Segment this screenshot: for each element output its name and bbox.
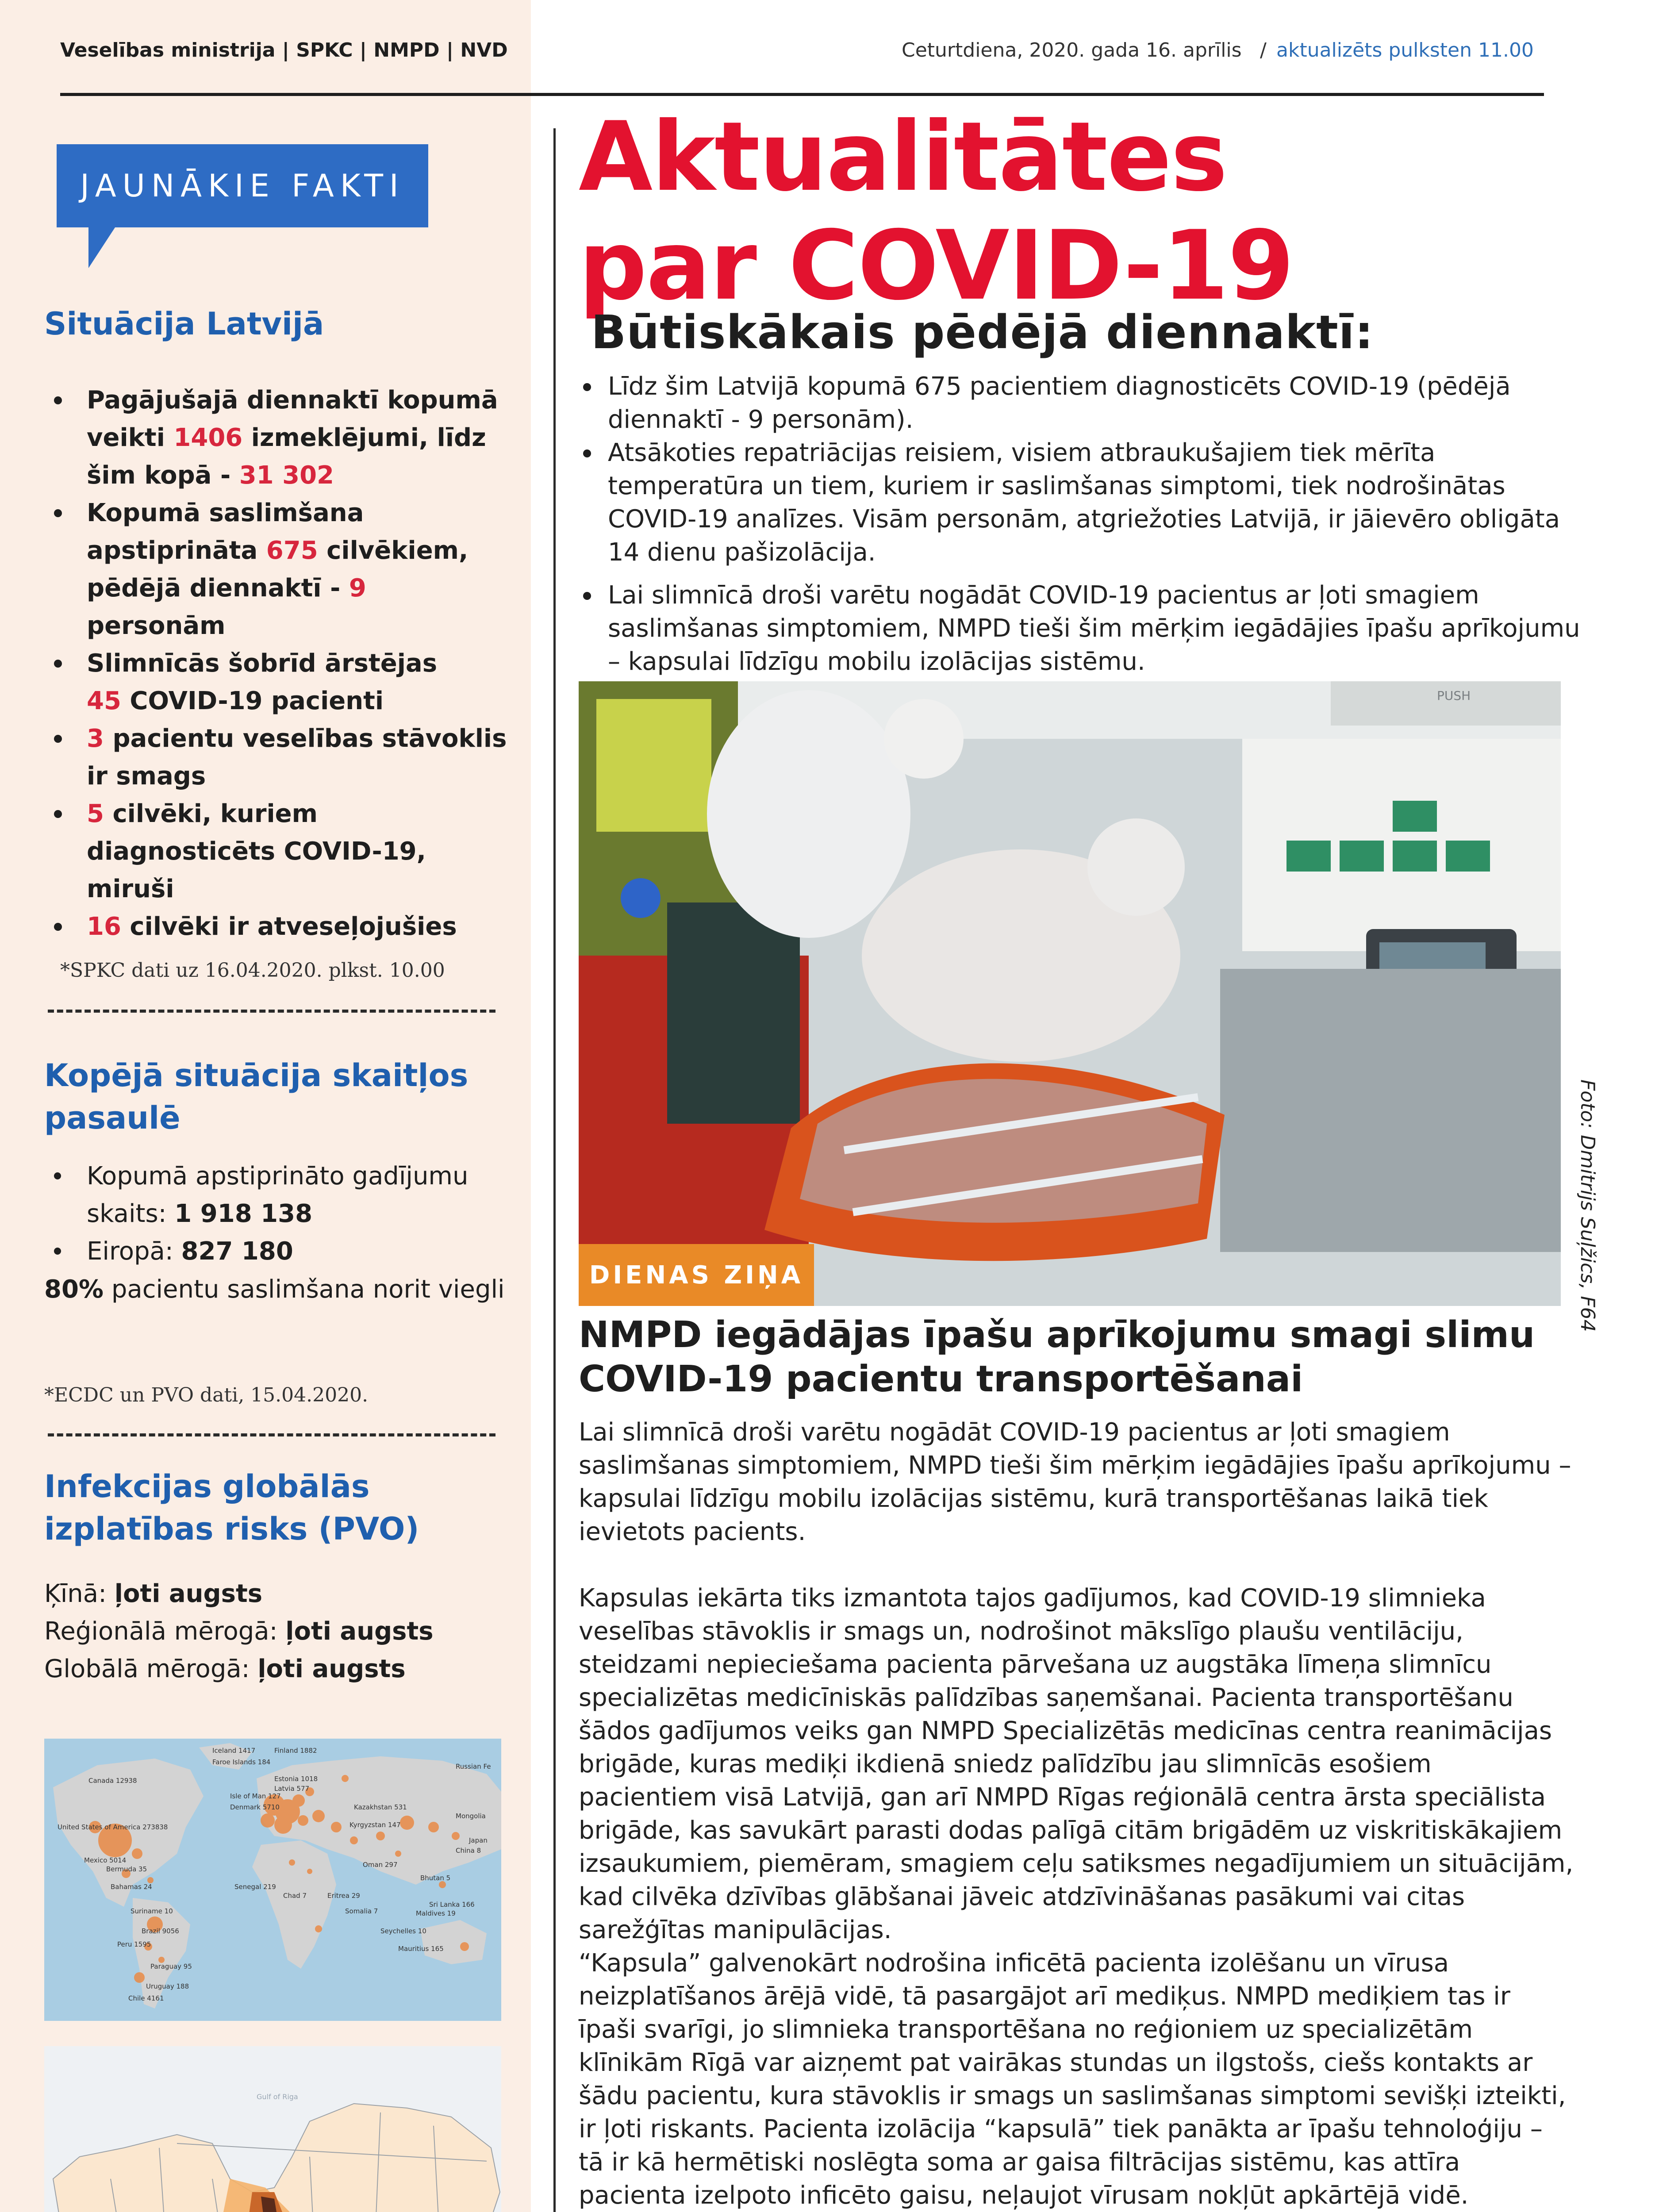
world-heading: Kopējā situācija skaitļos pasaulē [44, 1057, 469, 1136]
list-item: 3 pacientu veselības stāvoklis ir smags [44, 720, 509, 795]
svg-text:Senegal 219: Senegal 219 [234, 1883, 276, 1891]
ecdc-source-note: *ECDC un PVO dati, 15.04.2020. [44, 1384, 369, 1406]
svg-text:Eritrea 29: Eritrea 29 [327, 1892, 360, 1900]
article-paragraph: Kapsulas iekārta tiks izmantota tajos gadījumos, kad COVID-19 slimnieka veselības stāvoklis ir smags un, nodrošinot mākslīgo plaušu ventilāciju, steidzami nepieciešama pacienta pārvešana uz augstāka līmeņa slimnīcu specializētas medicīniskās palīdzības saņemšanai. Pacienta transportēšanu šādos gadījumos veiks gan NMPD Specializētās medicīnas centra reanimācijas brigāde, kuras mediķi ikdienā sniedz palīdzību jau slimnīcās esošiem pacientiem visā Latvijā, gan arī NMPD Rīgas reģionālā centra ārsta speciālista brigāde, kas savukārt parasti dodas palīgā citām brigādēm uz viskritiskākajiem izsaukumiem, piemēram, smagiem ceļu satiksmes negadījumiem un situācijām, kad cilvēka dzīvības glābšanai jāveic atdzīvināšanas pasākumi vai citas sarežģītas manipulācijas. [579, 1584, 1574, 1944]
header-updated-time: aktualizēts pulksten 11.00 [1276, 39, 1534, 61]
svg-text:Iceland 1417: Iceland 1417 [212, 1747, 256, 1755]
svg-text:Bermuda 35: Bermuda 35 [106, 1865, 147, 1873]
section-divider [48, 1010, 495, 1013]
svg-text:Mongolia: Mongolia [456, 1812, 486, 1820]
world-facts-list [44, 1157, 513, 1270]
daily-news-tag: DIENAS ZIŅA [579, 1244, 814, 1306]
svg-text:Japan: Japan [469, 1836, 488, 1844]
svg-text:PUSH: PUSH [1437, 688, 1471, 703]
svg-text:Paraguay 95: Paraguay 95 [150, 1962, 192, 1970]
mild-cases-text: 80% pacientu saslimšana norit viegli [44, 1275, 505, 1304]
article-paragraph: Lai slimnīcā droši varētu nogādāt COVID-19 pacientus ar ļoti smagiem saslimšanas simptomiem, NMPD tieši šim mērķim iegādājies īpašu aprīkojumu – kapsulai līdzīgu mobilu izolācijas sistēmu, kurā transportēšanas laikā tiek ievietots pacients. [579, 1418, 1571, 1546]
latvia-facts-list [44, 381, 509, 945]
svg-text:Peru 1595: Peru 1595 [117, 1940, 151, 1948]
header-date: Ceturtdiena, 2020. gada 16. aprīlis [902, 39, 1242, 61]
list-item: Pagājušajā diennaktī kopumā veikti 1406 izmeklējumi, līdz šim kopā - 31 302 [44, 381, 509, 494]
svg-text:Seychelles 10: Seychelles 10 [380, 1927, 426, 1935]
svg-text:Sri Lanka 166: Sri Lanka 166 [429, 1901, 475, 1909]
svg-text:Latvia 577: Latvia 577 [274, 1785, 310, 1793]
column-divider [553, 128, 556, 2212]
risk-regional: Reģionālā mērogā: ļoti augsts [44, 1617, 434, 1646]
page-title: Aktualitātes par COVID-19 [579, 101, 1294, 321]
svg-text:Faroe Islands 184: Faroe Islands 184 [212, 1758, 271, 1766]
latest-facts-badge [57, 144, 428, 227]
svg-text:Maldives 19: Maldives 19 [416, 1909, 456, 1917]
list-item: Kopumā apstiprināto gadījumu skaits: 1 918 138 [44, 1157, 513, 1233]
key-points-heading: Būtiskākais pēdējā diennaktī: [591, 305, 1374, 359]
svg-text:Chad 7: Chad 7 [283, 1892, 307, 1900]
risk-heading: Infekcijas globālās izplatības risks (PVO) [44, 1468, 419, 1547]
world-cases-map [44, 1739, 501, 2021]
list-item: Eiropā: 827 180 [44, 1233, 513, 1270]
svg-text:Bahamas 24: Bahamas 24 [111, 1883, 152, 1891]
article-paragraph: “Kapsula” galvenokārt nodrošina inficētā pacienta izolēšanu un vīrusa neizplatīšanos ārējā vidē, tā pasargājot arī mediķus. NMPD mediķiem tas ir īpaši svarīgi, jo slimnieka transportēšana no reģioniem uz specializētām klīnikām Rīgā var aizņemt pat vairākas stundas un ilgstošs, ciešs kontakts ar šādu pacientu, kura stāvoklis ir smags un saslimšanas simptomi sevišķi izteikti, ir ļoti riskants. Pacienta izolācija “kapsulā” tiek panākta ar īpašu tehnoloģiju – tā ir kā hermētiski noslēgta soma ar gaisa filtrācijas sistēmu, kas attīra pacienta izelpoto inficēto gaisu, neļaujot vīrusam nokļūt apkārtējā vidē. [579, 1949, 1566, 2210]
latvia-heading: Situācija Latvijā [44, 306, 324, 342]
article-headline: NMPD iegādājas īpašu aprīkojumu smagi slimu COVID-19 pacientu transportēšanai [579, 1314, 1535, 1400]
svg-text:Kyrgyzstan 147: Kyrgyzstan 147 [349, 1821, 401, 1829]
header-organizations: Veselības ministrija | SPKC | NMPD | NVD [60, 39, 508, 61]
svg-text:Denmark 5710: Denmark 5710 [230, 1803, 280, 1811]
list-item: Slimnīcās šobrīd ārstējas 45 COVID-19 pacienti [44, 645, 509, 720]
svg-text:Bhutan 5: Bhutan 5 [420, 1874, 451, 1882]
latvia-cases-map [44, 2046, 501, 2212]
svg-text:Kazakhstan 531: Kazakhstan 531 [354, 1803, 407, 1811]
svg-text:Isle of Man 127: Isle of Man 127 [230, 1792, 281, 1800]
svg-text:Canada 12938: Canada 12938 [88, 1777, 137, 1785]
ambulance-photo [579, 681, 1561, 1306]
list-item: 5 cilvēki, kuriem diagnosticēts COVID-19, miruši [44, 795, 509, 908]
svg-text:Uruguay 188: Uruguay 188 [146, 1982, 189, 1990]
risk-global: Globālā mērogā: ļoti augsts [44, 1655, 406, 1683]
list-item: Lai slimnīcā droši varētu nogādāt COVID-19 pacientus ar ļoti smagiem saslimšanas simptomiem, NMPD tieši šim mērķim iegādājies īpašu aprīkojumu – kapsulai līdzīgu mobilu izolācijas sistēmu. [573, 579, 1582, 678]
list-item: 16 cilvēki ir atveseļojušies [44, 908, 509, 945]
svg-text:Finland 1882: Finland 1882 [274, 1747, 317, 1755]
svg-text:Chile 4161: Chile 4161 [128, 1994, 164, 2002]
svg-text:Suriname 10: Suriname 10 [131, 1907, 173, 1915]
svg-text:Russian Fe: Russian Fe [456, 1763, 491, 1770]
svg-text:Somalia 7: Somalia 7 [345, 1907, 378, 1915]
badge-label: JAUNĀKIE FAKTI [80, 168, 405, 204]
risk-china: Ķīnā: ļoti augsts [44, 1579, 263, 1608]
section-divider [48, 1433, 495, 1436]
header-rule [60, 93, 1544, 96]
svg-text:Oman 297: Oman 297 [363, 1861, 398, 1869]
list-item: Atsākoties repatriācijas reisiem, visiem atbraukušajiem tiek mērīta temperatūra un tiem, kuriem ir saslimšanas simptomi, tiek nodrošinātas COVID-19 analīzes. Visām personām, atgriežoties Latvijā, ir jāievēro obligāta 14 dienu pašizolācija. [573, 436, 1582, 569]
svg-text:Brazil 9056: Brazil 9056 [142, 1927, 179, 1935]
svg-text:Mexico 5014: Mexico 5014 [84, 1856, 127, 1864]
svg-text:Estonia 1018: Estonia 1018 [274, 1775, 318, 1783]
svg-text:Gulf of Riga: Gulf of Riga [257, 2093, 298, 2101]
svg-text:United States of America 27383: United States of America 273838 [58, 1823, 168, 1831]
photo-credit: Foto: Dmitrijs Suļžics, F64 [1576, 1079, 1599, 1332]
speech-tail-icon [88, 225, 117, 268]
key-points-list [573, 370, 1582, 678]
svg-text:Mauritius 165: Mauritius 165 [398, 1945, 444, 1953]
header-separator: / [1260, 39, 1267, 61]
spkc-source-note: *SPKC dati uz 16.04.2020. plkst. 10.00 [60, 959, 445, 982]
list-item: Līdz šim Latvijā kopumā 675 pacientiem diagnosticēts COVID-19 (pēdējā diennaktī - 9 personām). [573, 370, 1582, 436]
list-item: Kopumā saslimšana apstiprināta 675 cilvēkiem, pēdējā diennaktī - 9 personām [44, 494, 509, 645]
svg-text:China 8: China 8 [456, 1847, 481, 1855]
